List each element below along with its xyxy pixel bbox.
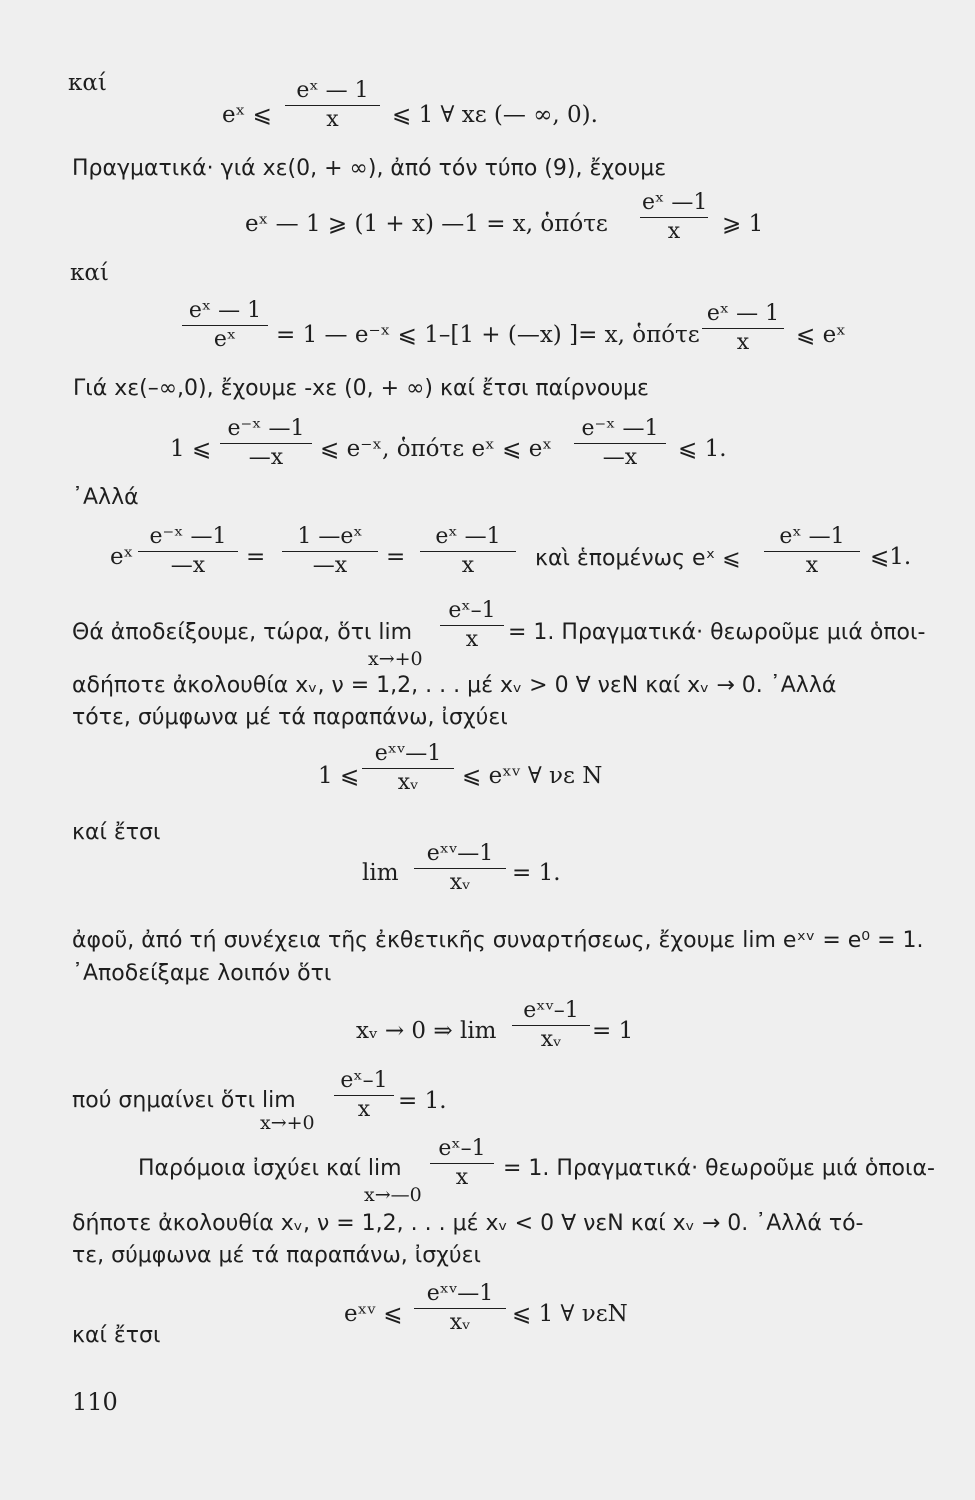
fraction [362,743,454,794]
text-line: καί ἔτσι [72,820,161,845]
math-expression: ⩾ 1 [722,211,764,237]
fraction [334,1070,394,1121]
denominator: x [805,553,819,578]
numerator: eˣᵛ–1 [523,998,579,1023]
numerator: e⁻ˣ —1 [149,524,227,549]
math-expression: xᵥ → 0 ⇒ lim [356,1018,497,1044]
denominator: x [455,1165,469,1190]
text-line: ᾿Αποδείξαμε λοιπόν ὅτι [72,961,332,986]
denominator: x [326,107,339,132]
math-expression: ⩽1. [870,544,912,570]
math-expression: = 1 [592,1018,634,1044]
math-expression: ⩽ e⁻ˣ, ὁπότε eˣ ⩽ eˣ [320,436,553,462]
numerator: eˣ — 1 [706,301,780,326]
text-line: τε, σύμφωνα μέ τά παραπάνω, ἰσχύει [72,1243,481,1268]
fraction [640,192,708,243]
text-line: καί ἔτσι [72,1323,161,1348]
denominator: xᵥ [449,870,471,895]
numerator: 1 —eˣ [297,524,363,549]
math-expression: lim [362,860,399,886]
math-expression: ⩽ eˣᵛ ∀ νε N [462,763,603,789]
text-line: καί [70,260,109,286]
math-expression: eˣ ⩽ [222,102,272,128]
denominator: eˣ [213,327,237,352]
numerator: eˣ–1 [448,598,496,623]
fraction [182,300,268,351]
denominator: —x [248,445,284,470]
numerator: eˣ —1 [642,190,708,215]
math-expression: 1 ⩽ [170,436,212,462]
denominator: x [736,330,750,355]
text-line: καί [68,70,107,96]
numerator: e⁻ˣ —1 [227,416,305,441]
math-expression: ⩽ eˣ [796,322,846,348]
fraction [138,526,238,577]
math-expression: = 1. [512,860,561,886]
fraction [440,600,504,651]
text-line: Θά ἀποδείξουμε, τώρα, ὅτι lim [72,620,413,645]
math-expression: = [386,544,406,570]
text-line: ἀφοῦ, ἀπό τή συνέχεια τῆς ἐκθετικῆς συναρτήσεως, ἔχουμε lim eˣᵛ = e⁰ = 1. [72,928,924,953]
numerator: eˣ —1 [779,524,845,549]
denominator: x [667,219,681,244]
math-expression: eˣ — 1 ⩾ (1 + x) —1 = x, ὁπότε [245,211,608,237]
fraction [764,526,860,577]
text-line: = 1. Πραγματικά· θεωροῦμε μιά ὁποι- [508,620,926,645]
text-line: Παρόμοια ἰσχύει καί lim [138,1156,402,1181]
denominator: —x [312,553,348,578]
numerator: eˣ–1 [340,1068,388,1093]
fraction [420,526,516,577]
limit-subscript: x→+0 [368,648,423,670]
fraction [574,418,666,469]
math-expression: ⩽ 1. [678,436,727,462]
fraction [220,418,312,469]
numerator: e⁻ˣ —1 [581,416,659,441]
text-line: ᾿Αλλά [72,485,139,510]
denominator: —x [602,445,638,470]
page-number: 110 [72,1388,118,1416]
text-line: αδήποτε ἀκολουθία xᵥ, ν = 1,2, . . . μέ xᵥ > 0 ∀ νεN καί xᵥ → 0. ᾿Αλλά [72,673,837,698]
text-line: καὶ ἑπομένως eˣ ⩽ [535,546,741,571]
fraction [512,1000,590,1051]
fraction [285,80,380,131]
text-line: πού σημαίνει ὅτι lim [72,1088,296,1113]
limit-subscript: x→—0 [364,1184,422,1206]
limit-subscript: x→+0 [260,1112,315,1134]
fraction [414,843,506,894]
denominator: x [357,1097,371,1122]
denominator: x [465,627,479,652]
fraction [414,1283,506,1334]
numerator: eˣᵛ—1 [426,841,494,866]
text-line: τότε, σύμφωνα μέ τά παραπάνω, ἰσχύει [72,705,508,730]
math-expression: = 1 — e⁻ˣ ⩽ 1–[1 + (—x) ]= x, ὁπότε [276,322,700,348]
fraction [430,1138,494,1189]
denominator: xᵥ [397,770,419,795]
math-expression: = [246,544,266,570]
numerator: eˣᵛ—1 [374,741,442,766]
fraction [702,303,784,354]
text-line: Γιά xε(–∞,0), ἔχουμε -xε (0, + ∞) καί ἔτσι παίρνουμε [73,376,649,401]
text-line: Πραγματικά· γιά xε(0, + ∞), ἀπό τόν τύπο (9), ἔχουμε [72,156,667,181]
numerator: eˣᵛ—1 [426,1281,494,1306]
fraction [282,526,378,577]
numerator: eˣ–1 [438,1136,486,1161]
denominator: xᵥ [540,1027,562,1052]
numerator: eˣ —1 [435,524,501,549]
math-expression: ⩽ 1 ∀ xε (— ∞, 0). [392,102,598,128]
math-expression: eˣᵛ ⩽ [344,1301,403,1327]
numerator: eˣ — 1 [296,78,369,103]
denominator: —x [170,553,206,578]
text-line: = 1. Πραγματικά· θεωροῦμε μιά ὁποια- [503,1156,935,1181]
denominator: x [461,553,475,578]
text-line: δήποτε ἀκολουθία xᵥ, ν = 1,2, . . . μέ xᵥ < 0 ∀ νεN καί xᵥ → 0. ᾿Αλλά τό- [72,1211,864,1236]
math-expression: 1 ⩽ [318,763,360,789]
math-expression: eˣ [110,544,134,570]
numerator: eˣ — 1 [188,298,262,323]
math-expression: ⩽ 1 ∀ νεN [512,1301,628,1327]
denominator: xᵥ [449,1310,471,1335]
math-expression: = 1. [398,1088,447,1114]
